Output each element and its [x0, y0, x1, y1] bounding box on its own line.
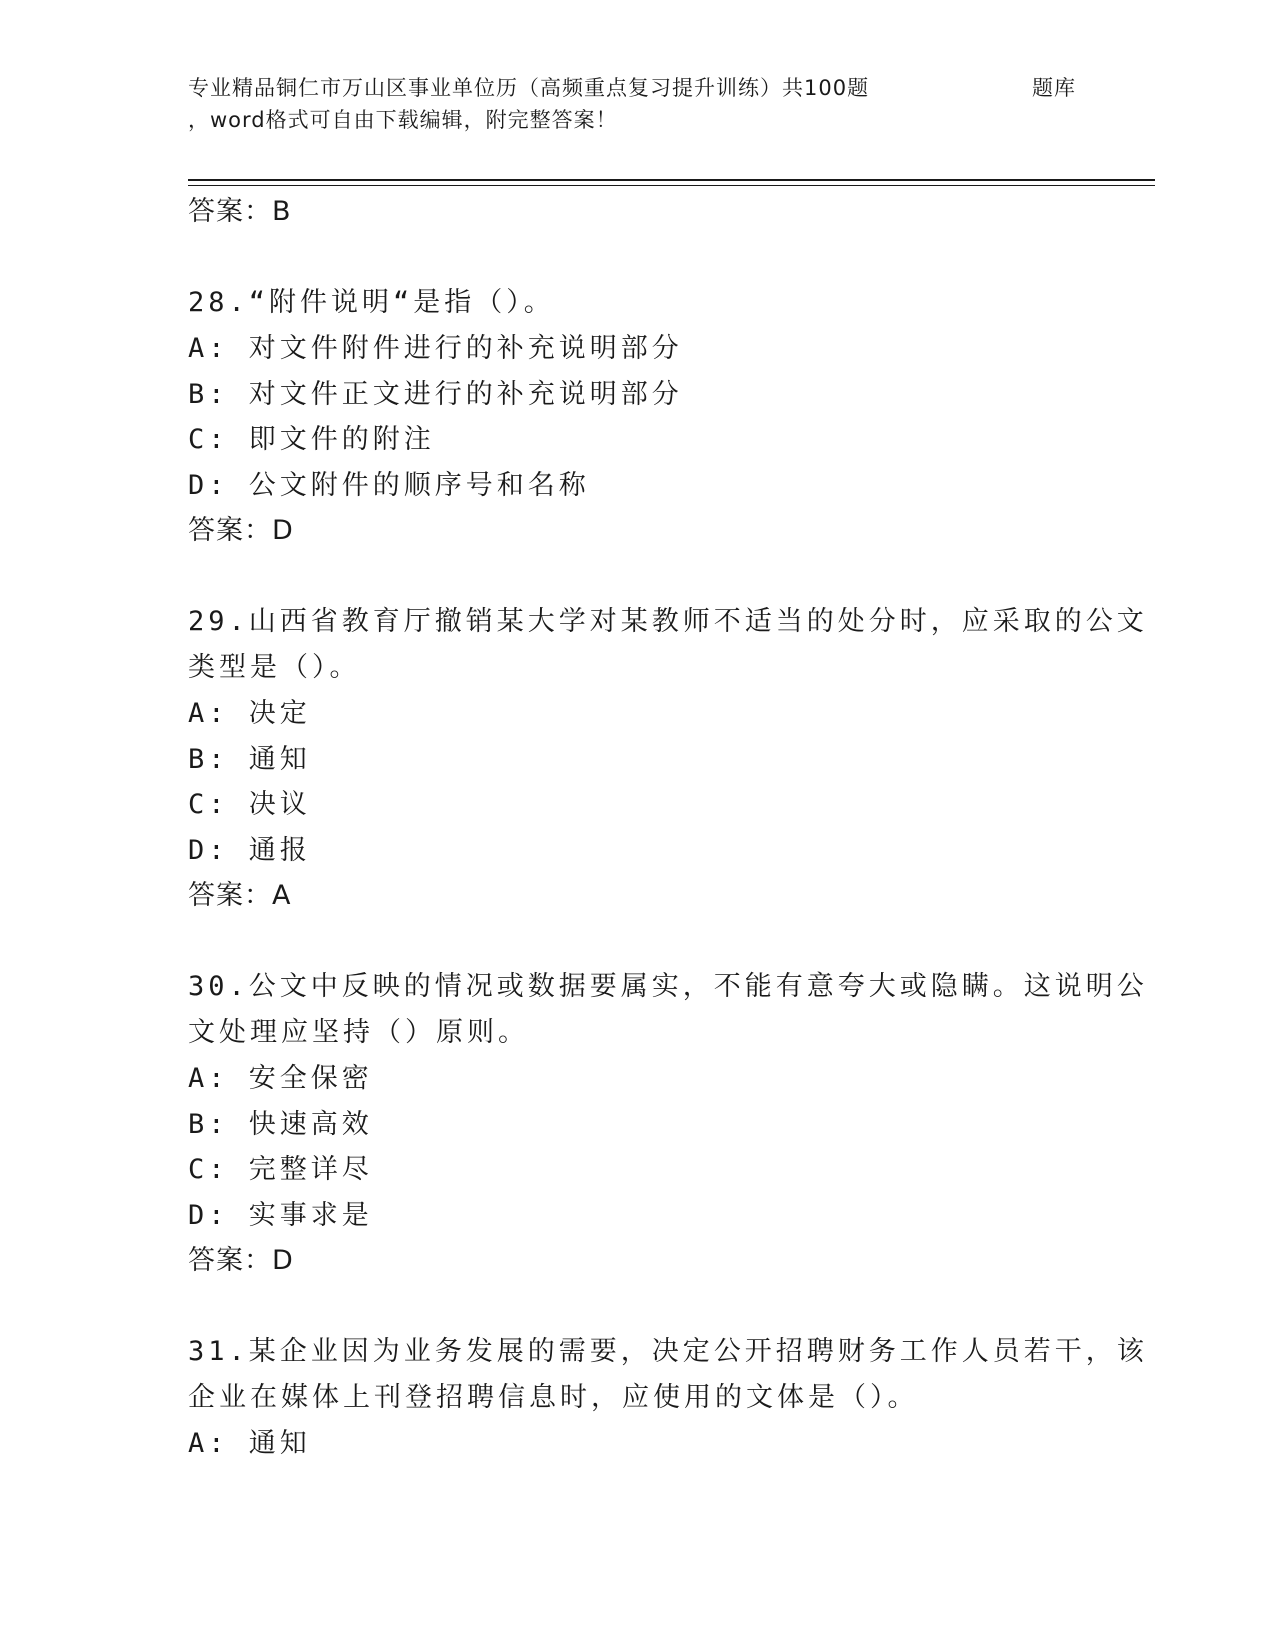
question-text: 28.“附件说明“是指（）。 [188, 287, 555, 318]
question-block [188, 599, 1148, 919]
option-c: C: 决议 [188, 789, 311, 820]
question-text: 29.山西省教育厅撤销某大学对某教师不适当的处分时，应采取的公文 [188, 606, 1148, 637]
header-divider-thin [188, 185, 1155, 186]
option-b: B: 快速高效 [188, 1108, 373, 1140]
header-right-label: 题库 [1032, 76, 1076, 100]
answer-line: 答案：A [188, 880, 292, 911]
option-b: B: 对文件正文进行的补充说明部分 [188, 378, 683, 410]
option-d: D: 通报 [188, 834, 311, 866]
question-text-continued: 类型是（）。 [188, 652, 361, 683]
question-text: 30.公文中反映的情况或数据要属实，不能有意夸大或隐瞒。这说明公 [188, 971, 1148, 1002]
option-a: A: 通知 [188, 1428, 311, 1459]
option-c: C: 即文件的附注 [188, 424, 435, 455]
question-block [188, 964, 1148, 1284]
spacer [188, 1284, 1088, 1329]
option-c: C: 完整详尽 [188, 1154, 373, 1185]
answer-line: 答案：D [188, 515, 294, 546]
question-text-continued: 文处理应坚持（）原则。 [188, 1017, 529, 1048]
answer-line: 答案：D [188, 1245, 294, 1276]
header-divider-thick [188, 179, 1155, 181]
spacer [188, 554, 1088, 599]
option-b: B: 通知 [188, 743, 311, 775]
answer-line: 答案：B [188, 196, 292, 227]
option-a: A: 安全保密 [188, 1063, 373, 1094]
spacer [188, 919, 1088, 964]
question-block [188, 280, 1088, 554]
spacer [188, 235, 1088, 280]
option-d: D: 公文附件的顺序号和名称 [188, 469, 590, 501]
header-subtitle: ，word格式可自由下载编辑，附完整答案！ [188, 108, 618, 132]
option-d: D: 实事求是 [188, 1199, 373, 1231]
header-title-line [188, 72, 1088, 104]
question-text: 31.某企业因为业务发展的需要，决定公开招聘财务工作人员若干，该 [188, 1336, 1148, 1367]
document-body [188, 189, 1148, 1467]
option-a: A: 对文件附件进行的补充说明部分 [188, 333, 683, 364]
page-header [188, 72, 1088, 136]
header-title: 专业精品铜仁市万山区事业单位历（高频重点复习提升训练）共100题 [188, 76, 870, 100]
question-text-continued: 企业在媒体上刊登招聘信息时，应使用的文体是（）。 [188, 1382, 919, 1413]
question-block [188, 1329, 1148, 1467]
option-a: A: 决定 [188, 698, 311, 729]
